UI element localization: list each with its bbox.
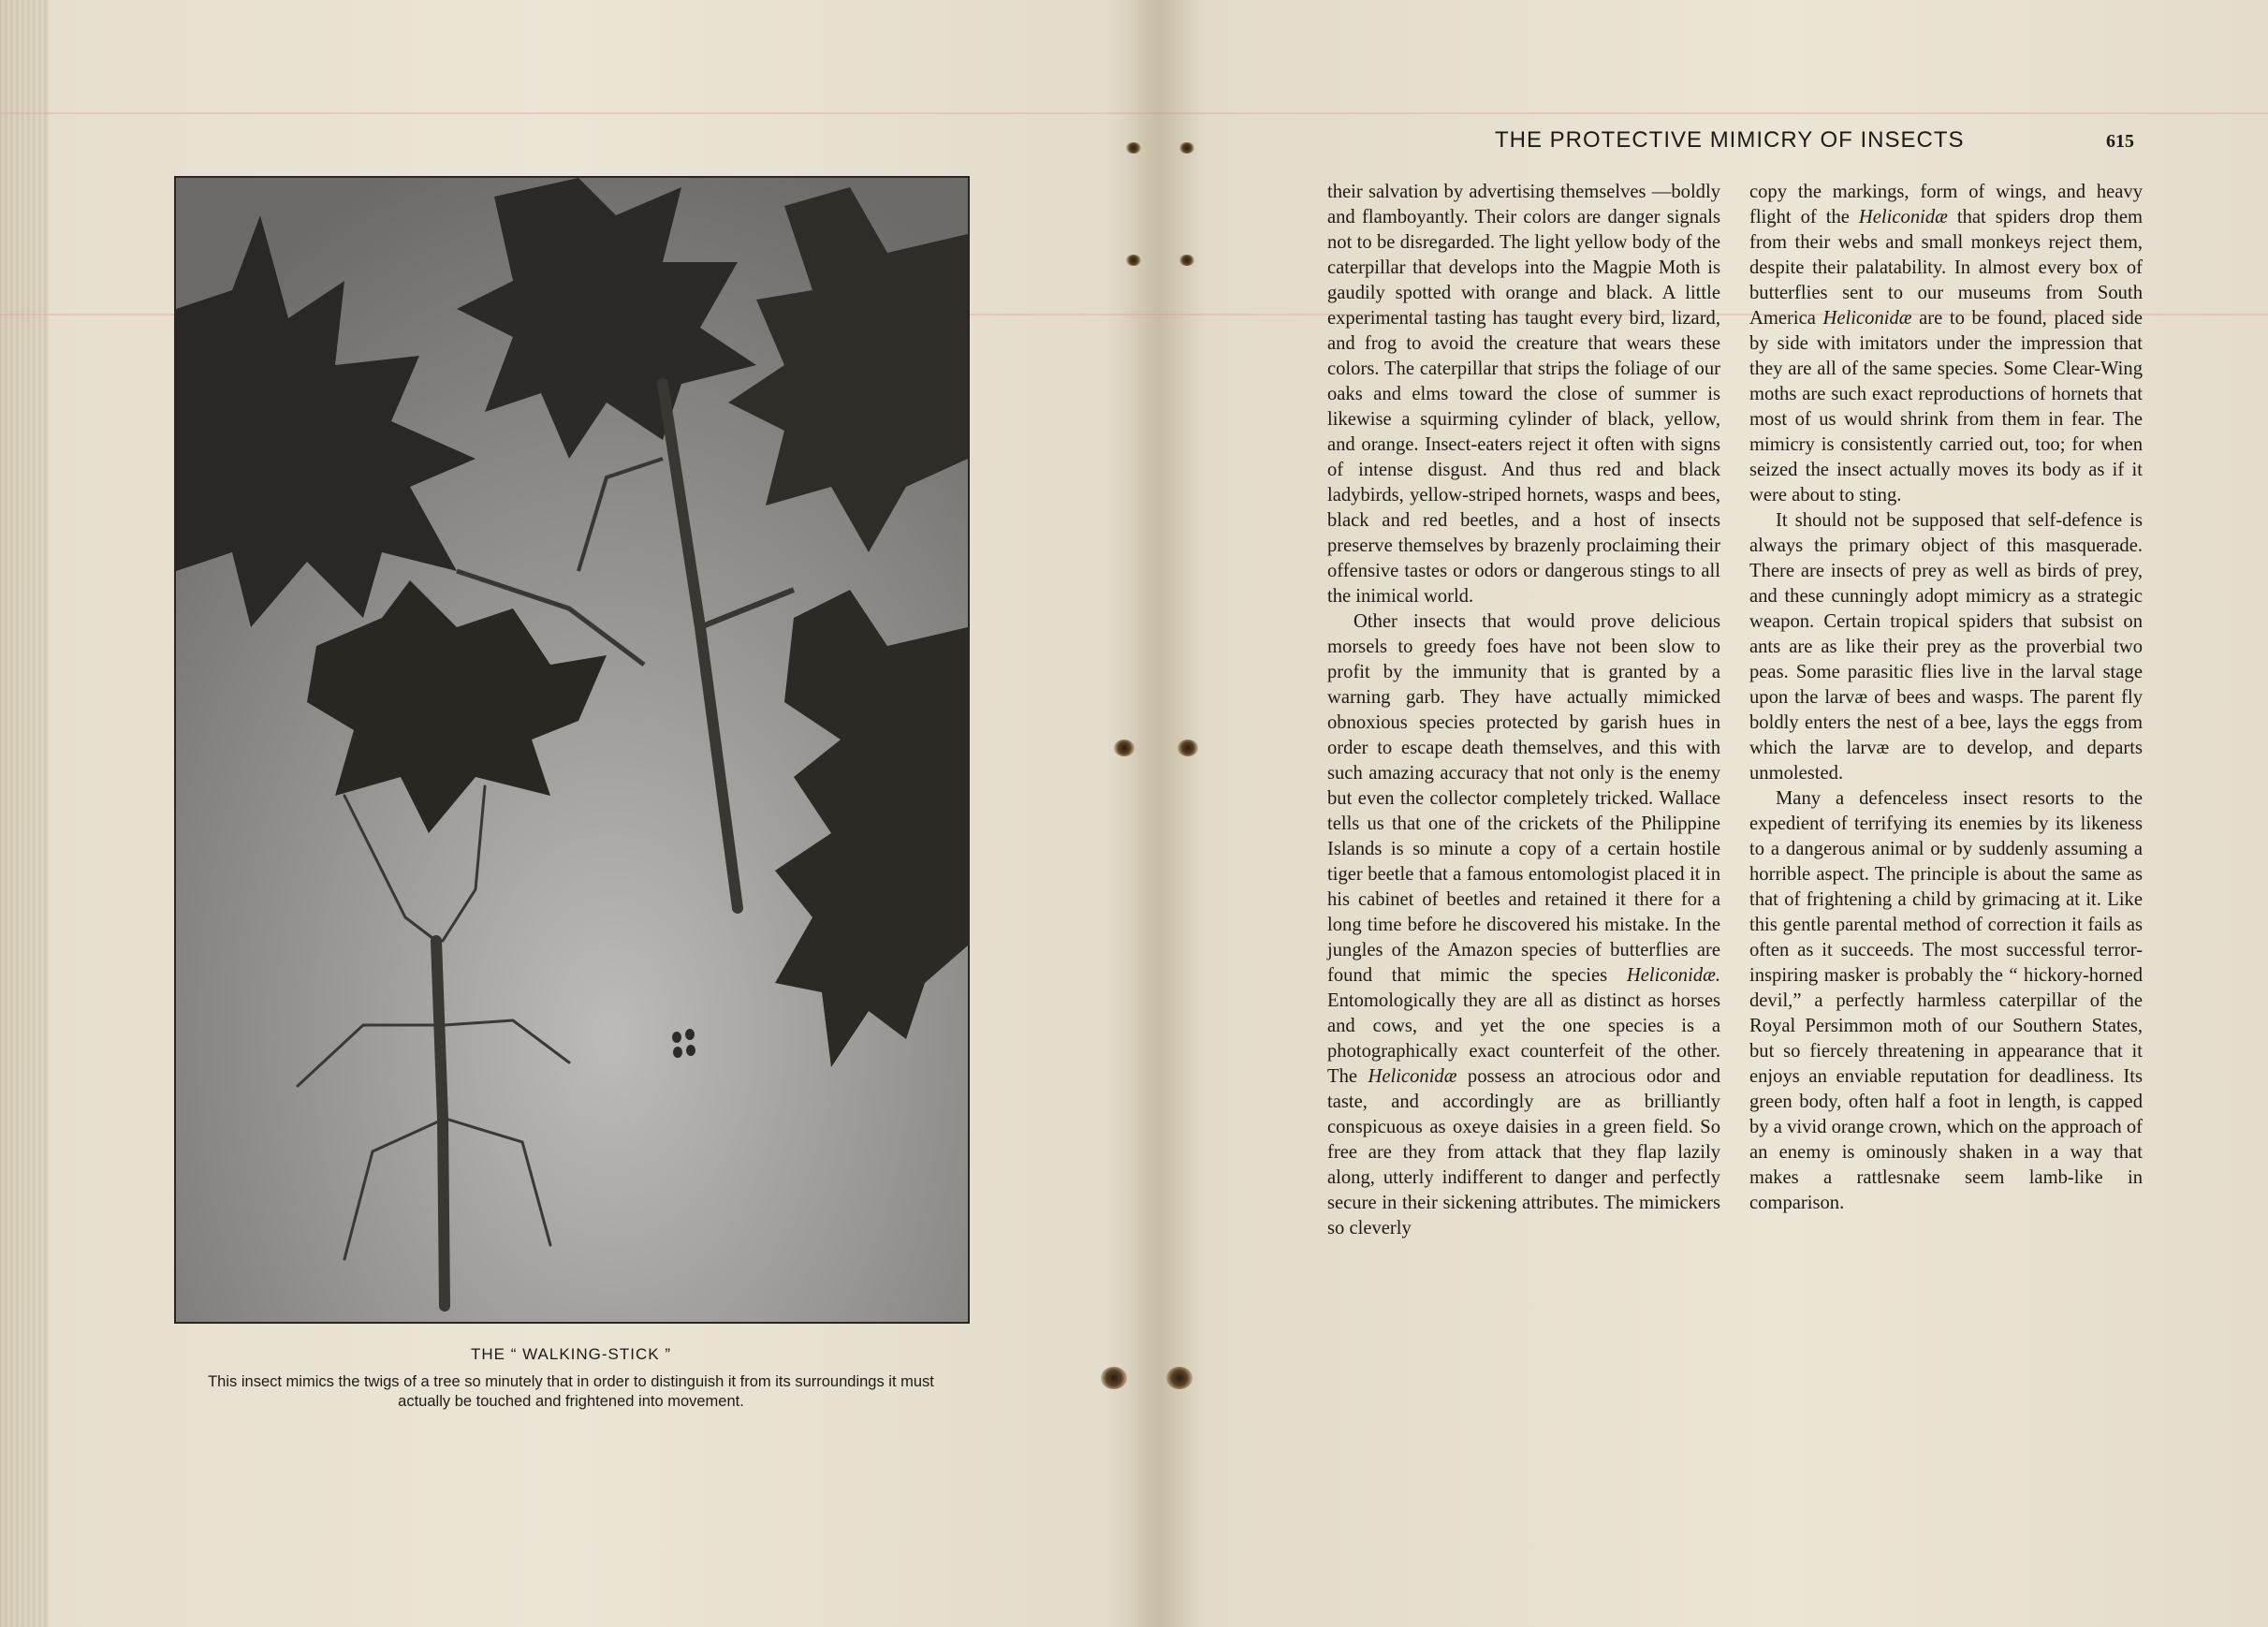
page-number: 615	[2106, 131, 2134, 152]
binding-hole	[1126, 142, 1141, 154]
binding-hole	[1166, 1367, 1193, 1389]
binding-hole	[1179, 142, 1194, 154]
text-column-left	[1327, 180, 1720, 1241]
binding-hole	[1178, 740, 1198, 756]
paragraph: It should not be supposed that self-defence is always the primary object of this masquerade. There are insects of prey as well as birds of prey, and these cunningly adopt mimicry as a strategic weapon. Certain tropical spiders that subsist on ants are as like their prey as the proverbial two peas. Some parasitic flies live in the larval stage upon the larvæ of bees and wasps. The parent fly boldly enters the nest of a bee, lays the eggs from which the larvæ are to develop, and departs unmolested.	[1749, 510, 2143, 784]
binding-hole	[1101, 1367, 1127, 1389]
photo-illustration	[176, 178, 968, 1322]
text-column-right	[1749, 180, 2143, 1216]
species-name: Heliconidæ.	[1626, 965, 1720, 986]
page-edges	[0, 0, 49, 1627]
species-name: Heliconidæ	[1822, 308, 1912, 329]
paragraph: copy the markings, form of wings, and heavy flight of the Heliconidæ that spiders drop them from their webs and small monkeys reject them, despite their palatability. In almost every box of butterflies sent to our museums from South America Heliconidæ are to be found, placed side by side with imitators under the impression that they are all of the same species. Some Clear-Wing moths are such exact reproductions of hornets that most of us would shrink from them in fear. The mimicry is consistently carried out, too; for when seized the insect actually moves its body as if it were about to sting.	[1749, 182, 2143, 506]
species-name: Heliconidæ	[1858, 207, 1948, 227]
binding-hole	[1126, 255, 1141, 266]
figure-caption-text: This insect mimics the twigs of a tree so minutely that in order to distinguish it from its surroundings it must actually be touched and frightened into movement.	[208, 1373, 934, 1410]
walking-stick-photograph	[174, 176, 970, 1324]
figure-caption-title: THE “ WALKING-STICK ”	[471, 1345, 671, 1363]
running-head: THE PROTECTIVE MIMICRY OF INSECTS	[1495, 127, 1965, 153]
species-name: Heliconidæ	[1368, 1066, 1457, 1087]
paragraph: Many a defenceless insect resorts to the expedient of terrifying its enemies by its likeness to a dangerous animal or by suddenly assuming a horrible aspect. The principle is about the same as that of frightening a child by grimacing at it. Like this gentle parental method of correction it fails as often as it succeeds. The most successful terror-inspiring masker is probably the “ hickory-horned devil,” a perfectly harmless caterpillar of the Royal Persimmon moth of our Southern States, but so fiercely threatening in appearance that it enjoys an enviable reputation for deadliness. Its green body, often half a foot in length, is capped by a vivid orange crown, which on the approach of an enemy is ominously shaken in a way that makes a rattlesnake seem lamb-like in comparison.	[1749, 788, 2143, 1213]
binding-hole	[1179, 255, 1194, 266]
paragraph: their salvation by advertising themselves —boldly and flamboyantly. Their colors are danger signals not to be disregarded. The light yellow body of the caterpillar that develops into the Magpie Moth is gaudily spotted with orange and black. A little experimental tasting has taught every bird, lizard, and frog to avoid the creature that wears these colors. The caterpillar that strips the foliage of our oaks and elms toward the close of summer is likewise a squirming cylinder of black, yellow, and orange. Insect-eaters reject it often with signs of intense disgust. And thus red and black ladybirds, yellow-striped hornets, wasps and bees, black and red beetles, and a host of insects preserve themselves by brazenly proclaiming their offensive tastes or odors or dangerous stings to all the inimical world.	[1327, 182, 1720, 607]
paragraph: Other insects that would prove delicious morsels to greedy foes have not been slow to profit by the immunity that is granted by a warning garb. They have actually mimicked obnoxious species protected by garish hues in order to escape death themselves, and this with such amazing accuracy that not only is the enemy but even the collector completely tricked. Wallace tells us that one of the crickets of the Philippine Islands is so minute a copy of a certain hostile tiger beetle that a famous entomologist placed it in his cabinet of beetles and retained it there for a long time before he discovered his mistake. In the jungles of the Amazon species of butterflies are found that mimic the species Heliconidæ. Entomologically they are all as distinct as horses and cows, and yet the one species is a photographically exact counterfeit of the other. The Heliconidæ possess an atrocious odor and taste, and accordingly are as brilliantly conspicuous as oxeye daisies in a green field. So free are they from attack that they flap lazily along, utterly indifferent to danger and perfectly secure in their sickening attributes. The mimickers so cleverly	[1327, 611, 1720, 1239]
binding-hole	[1114, 740, 1134, 756]
